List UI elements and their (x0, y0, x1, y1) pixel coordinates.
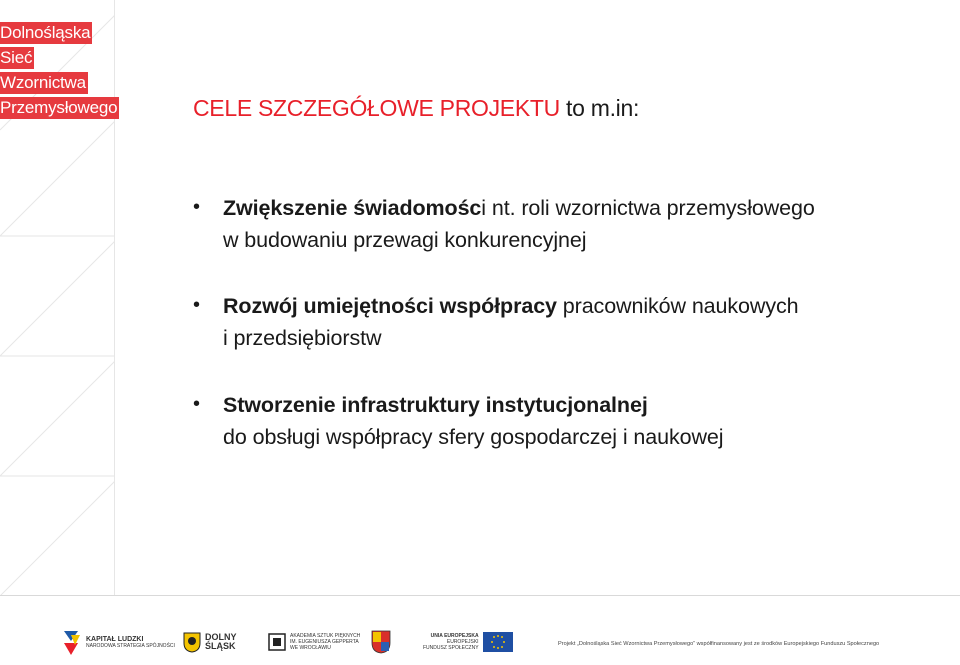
asp-line-3: WE WROCŁAWIU (290, 645, 331, 651)
asp-icon (268, 633, 286, 651)
project-funding-note: Projekt „Dolnośląska Sieć Wzornictwa Przemysłowego” współfinansowany jest ze środków Europejskiego Funduszu Społecznego (558, 641, 880, 647)
bullet-2-line-2: i przedsiębiorstw (223, 326, 382, 350)
dolny-slask-logo (183, 625, 237, 659)
asp-logo (268, 625, 360, 659)
bullet-2-rest: pracowników naukowych (556, 294, 799, 318)
title-suffix: to m.in: (559, 95, 640, 121)
kapital-ludzki-logo (62, 625, 175, 659)
bullet-icon: • (193, 393, 201, 415)
kapital-ludzki-icon (62, 627, 82, 657)
bullet-3-line-1 (223, 393, 648, 418)
bullet-2-bold: Rozwój umiejętności współpracy (223, 294, 557, 318)
page-title (193, 95, 639, 122)
bullet-icon: • (193, 196, 201, 218)
logo-line-4: Przemysłowego (0, 98, 118, 117)
bullet-2-line-1 (223, 294, 799, 319)
dolny-slask-eagle-icon (183, 631, 201, 653)
bullet-icon: • (193, 294, 201, 316)
asp-line-1: AKADEMIA SZTUK PIĘKNYCH (290, 633, 361, 639)
logo-line-3: Wzornictwa (0, 73, 86, 92)
eu-flag-icon (483, 632, 513, 652)
wroclaw-crest (371, 625, 391, 659)
kapital-sub: NARODOWA STRATEGIA SPÓJNOŚCI (86, 642, 175, 649)
logo-line-1: Dolnośląska (0, 23, 91, 42)
bullet-3-bold: Stworzenie infrastruktury instytucjonalnej (223, 393, 648, 417)
ue-line-3: FUNDUSZ SPOŁECZNY (423, 645, 479, 651)
dolny-line-2: ŚLĄSK (205, 641, 236, 651)
bullet-3-line-2: do obsługi współpracy sfery gospodarczej i naukowej (223, 425, 724, 449)
asp-line-2: IM. EUGENIUSZA GEPPERTA (290, 639, 359, 645)
bullet-1-line-2: w budowaniu przewagi konkurencyjnej (223, 228, 587, 252)
kapital-title: KAPITAŁ LUDZKI (86, 635, 144, 643)
dolny-line-1: DOLNY (205, 632, 237, 642)
ue-line-1: UNIA EUROPEJSKA (430, 633, 479, 639)
ue-line-2: EUROPEJSKI (446, 639, 479, 645)
bullet-1-rest: i nt. roli wzornictwa przemysłowego (481, 196, 815, 220)
crest-icon (371, 630, 391, 654)
ue-efs-logo (423, 625, 513, 659)
bullet-1-bold: Zwiększenie świadomośc (223, 196, 482, 220)
bullet-1-line-1 (223, 196, 815, 221)
logo-line-2: Sieć (0, 48, 33, 67)
title-main: CELE SZCZEGÓŁOWE PROJEKTU (193, 95, 560, 121)
footer-divider (0, 595, 960, 596)
